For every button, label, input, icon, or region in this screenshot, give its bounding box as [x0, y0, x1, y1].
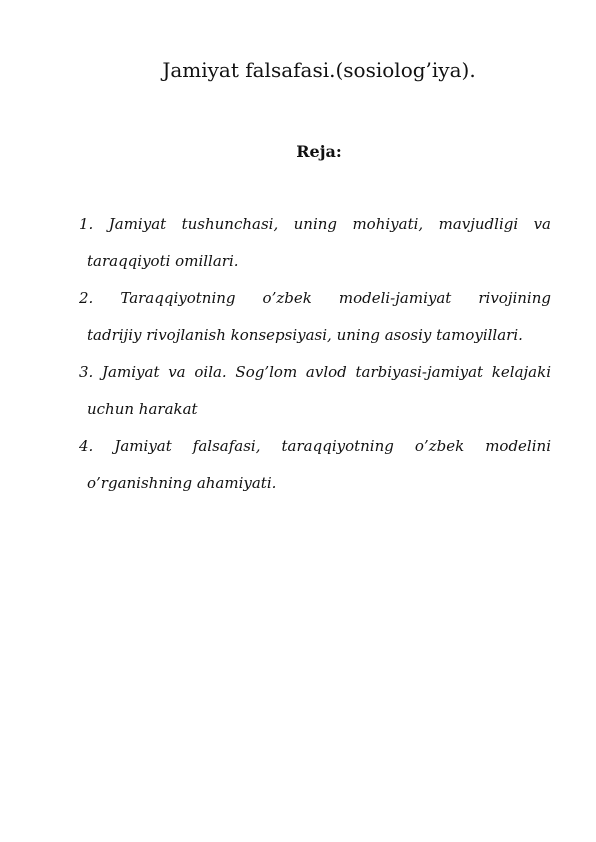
plan-item-line: 2. Taraqqiyotning o’zbek modeli-jamiyat rivojining — [79, 289, 551, 307]
plan-item-line: 3. Jamiyat va oila. Sog’lom avlod tarbiyasi-jamiyat kelajaki — [79, 363, 551, 381]
plan-heading: Reja: — [296, 142, 342, 161]
plan-item-line: tadrijiy rivojlanish konsepsiyasi, uning asosiy tamoyillari. — [87, 326, 523, 344]
plan-item-line: 1. Jamiyat tushunchasi, uning mohiyati, mavjudligi va — [79, 215, 551, 233]
plan-item-line: o’rganishning ahamiyati. — [87, 474, 277, 492]
plan-item-line: taraqqiyoti omillari. — [87, 252, 239, 270]
plan-item-4 — [79, 428, 551, 502]
plan-item-line: uchun harakat — [87, 400, 198, 418]
page-title: Jamiyat falsafasi.(sosiolog’iya). — [162, 58, 476, 82]
plan-item-2 — [79, 280, 551, 354]
plan-item-3 — [79, 354, 551, 428]
plan-item-line: 4. Jamiyat falsafasi, taraqqiyotning o’zbek modelini — [79, 437, 551, 455]
plan-item-1 — [79, 206, 551, 280]
plan-list — [79, 206, 551, 502]
